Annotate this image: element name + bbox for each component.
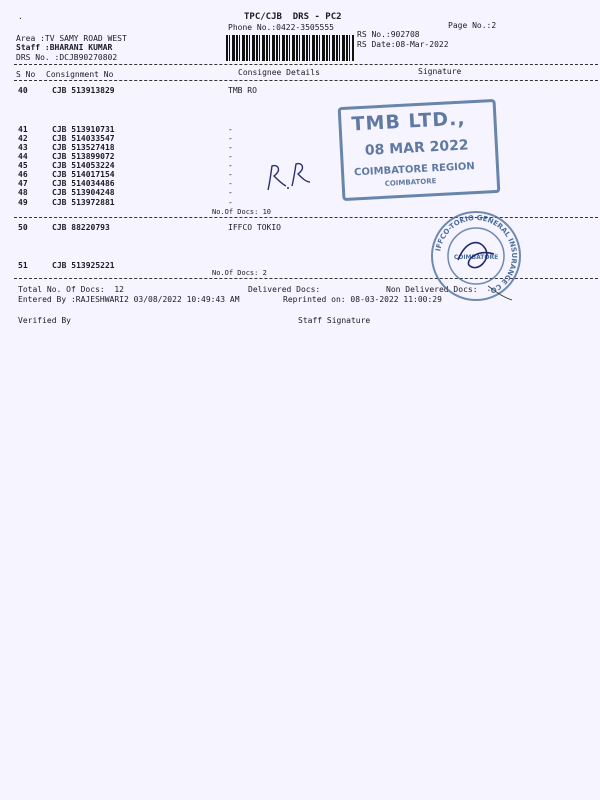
row-consignment: CJB 513527418	[52, 143, 115, 152]
phone-number: Phone No.:0422-3505555	[228, 23, 334, 32]
column-header-consignment: Consignment No	[46, 70, 114, 79]
row-serial: 41	[18, 125, 28, 134]
column-header-consignee: Consignee Details	[238, 68, 320, 77]
row-consignment: CJB 513910731	[52, 125, 115, 134]
total-docs: Total No. Of Docs: 12	[18, 285, 124, 294]
row-ditto-mark: -	[228, 143, 233, 152]
row-serial: 40	[18, 86, 28, 95]
group-doc-count: No.Of Docs: 10	[212, 208, 272, 216]
area-field: Area :TV SAMY ROAD WEST	[16, 34, 127, 43]
svg-text:IFFCO-TOKIO GENERAL INSURANCE: IFFCO-TOKIO GENERAL INSURANCE CO.	[434, 213, 519, 296]
drs-number: DRS No. :DCJB90270802	[16, 53, 118, 62]
row-ditto-mark: -	[228, 170, 233, 179]
stray-dot: ·	[18, 14, 23, 23]
handwritten-initials	[262, 160, 314, 196]
row-consignment: CJB 514033547	[52, 134, 115, 143]
non-delivered-docs: Non Delivered Docs:	[386, 285, 478, 294]
row-consignment: CJB 513899072	[52, 152, 115, 161]
row-consignment: CJB 88220793	[52, 223, 110, 232]
row-consignee: IFFCO TOKIO	[228, 223, 281, 232]
delivered-docs: Delivered Docs:	[248, 285, 321, 294]
table-row	[18, 198, 578, 208]
staff-field: Staff :BHARANI KUMAR	[16, 43, 113, 52]
header-divider-top	[14, 64, 598, 65]
row-consignment: CJB 514017154	[52, 170, 115, 179]
svg-text:COIMBATORE: COIMBATORE	[453, 254, 499, 261]
row-ditto-mark: -	[228, 179, 233, 188]
table-row	[18, 86, 578, 96]
row-serial: 44	[18, 152, 28, 161]
row-ditto-mark: -	[228, 125, 233, 134]
header-divider-bottom	[14, 80, 598, 81]
row-serial: 50	[18, 223, 28, 232]
row-consignee: TMB RO	[228, 86, 257, 95]
row-ditto-mark: -	[228, 134, 233, 143]
group-doc-count: No.Of Docs: 2	[212, 269, 267, 277]
row-consignment: CJB 513913829	[52, 86, 115, 95]
row-consignment: CJB 513904248	[52, 188, 115, 197]
row-ditto-mark: -	[228, 188, 233, 197]
rs-date: RS Date:08-Mar-2022	[357, 40, 449, 49]
row-serial: 49	[18, 198, 28, 207]
row-consignment: CJB 514053224	[52, 161, 115, 170]
stamp-city: COIMBATORE	[384, 177, 437, 188]
row-serial: 47	[18, 179, 28, 188]
stamp-company: TMB LTD.,	[350, 107, 467, 136]
barcode-image	[226, 35, 354, 61]
staff-signature-label: Staff Signature	[298, 316, 371, 325]
row-ditto-mark: -	[228, 161, 233, 170]
row-consignment: CJB 513972881	[52, 198, 115, 207]
stamp-region: COIMBATORE REGION	[353, 161, 475, 179]
column-header-signature: Signature	[418, 67, 462, 76]
document-title: TPC/CJB DRS - PC2	[244, 12, 342, 22]
column-header-sno: S No	[16, 70, 36, 79]
tmb-stamp	[338, 99, 501, 201]
row-serial: 48	[18, 188, 28, 197]
row-consignment: CJB 514034486	[52, 179, 115, 188]
row-ditto-mark: -	[228, 198, 233, 207]
row-ditto-mark: -	[228, 152, 233, 161]
pen-flourish	[486, 282, 516, 302]
row-serial: 46	[18, 170, 28, 179]
rs-number: RS No.:902708	[357, 30, 420, 39]
stamp-date: 08 MAR 2022	[364, 137, 469, 159]
row-consignment: CJB 513925221	[52, 261, 115, 270]
reprinted-on: Reprinted on: 08-03-2022 11:00:29	[283, 295, 442, 304]
row-serial: 43	[18, 143, 28, 152]
row-serial: 45	[18, 161, 28, 170]
entered-by: Entered By :RAJESHWARI2 03/08/2022 10:49:43 AM	[18, 295, 240, 304]
row-serial: 42	[18, 134, 28, 143]
page-number: Page No.:2	[448, 21, 497, 30]
row-serial: 51	[18, 261, 28, 270]
verified-by: Verified By	[18, 316, 71, 325]
